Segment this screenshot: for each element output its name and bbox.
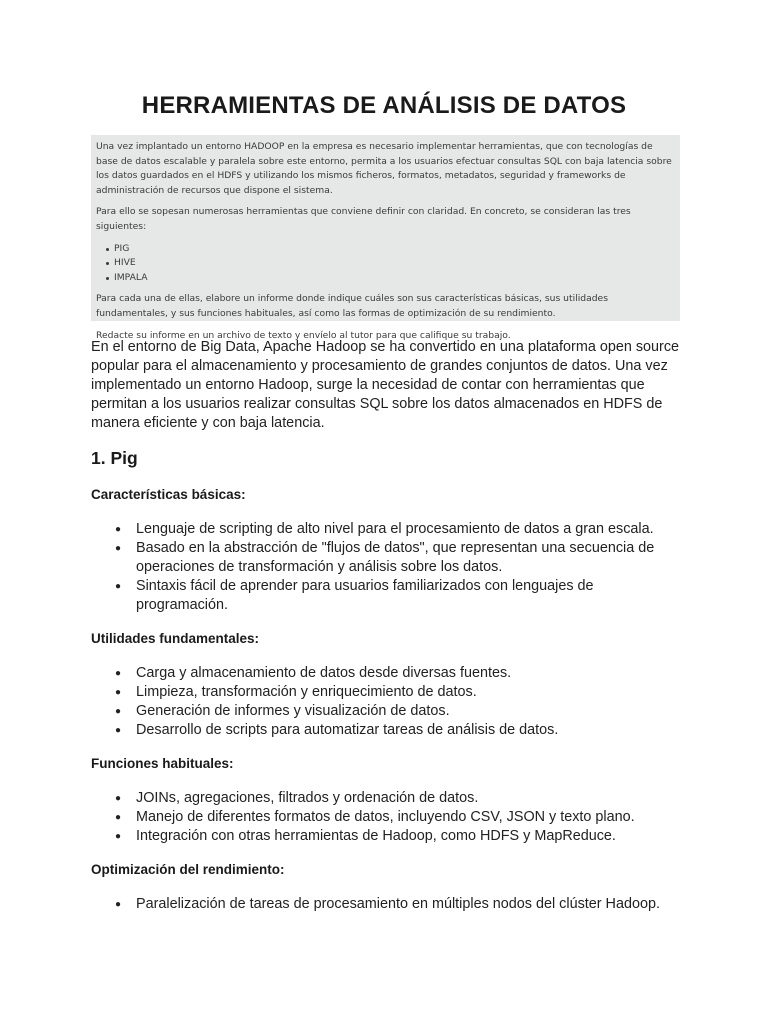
list-item: ● Paralelización de tareas de procesamiento en múltiples nodos del clúster Hadoop. (136, 895, 681, 914)
list-item: ● JOINs, agregaciones, filtrados y ordenación de datos. (136, 789, 681, 808)
list-item: ● Integración con otras herramientas de Hadoop, como HDFS y MapReduce. (136, 827, 681, 846)
list-item: ● Sintaxis fácil de aprender para usuarios familiarizados con lenguajes de programación. (136, 577, 681, 615)
assignment-paragraph: Para ello se sopesan numerosas herramientas que conviene definir con claridad. En concreto, se consideran las tres siguientes: (96, 206, 631, 232)
utilidades-list (91, 664, 681, 740)
document-title: HERRAMIENTAS DE ANÁLISIS DE DATOS (141, 92, 627, 119)
caracteristicas-list (91, 520, 681, 615)
assignment-paragraph: Una vez implantado un entorno HADOOP en la empresa es necesario implementar herramientas, que con tecnologías de base de datos escalable y paralela sobre este entorno, permita a los usuarios efectuar consultas SQL con baja latencia sobre los datos guardados en el HDFS y utilizando los mismos ficheros, formatos, metadatos, seguridad y frameworks de administración de recursos que dispone el sistema. (96, 141, 672, 196)
subheading-optimizacion: Optimización del rendimiento: (91, 862, 285, 877)
assignment-tool-item: PIG (106, 242, 674, 257)
document-body (91, 338, 681, 929)
funciones-list (91, 789, 681, 846)
assignment-screenshot (91, 135, 680, 341)
subheading-caracteristicas: Características básicas: (91, 487, 246, 502)
assignment-tool-list (96, 242, 674, 286)
list-item: ● Desarrollo de scripts para automatizar tareas de análisis de datos. (136, 721, 681, 740)
list-item: ● Basado en la abstracción de "flujos de datos", que representan una secuencia de operaciones de transformación y análisis sobre los datos. (136, 539, 681, 577)
assignment-paragraph: Redacte su informe en un archivo de texto y envíelo al tutor para que califique su trabajo. (96, 329, 511, 341)
optimizacion-list (91, 895, 681, 914)
list-item: ● Limpieza, transformación y enriquecimiento de datos. (136, 683, 681, 702)
assignment-tool-item: IMPALA (106, 271, 674, 286)
assignment-paragraph: Para cada una de ellas, elabore un informe donde indique cuáles son sus características básicas, sus utilidades fundamentales, y sus funciones habituales, así como las formas de optimización de su rendimiento. (96, 293, 608, 319)
assignment-tool-item: HIVE (106, 256, 674, 271)
subheading-funciones: Funciones habituales: (91, 756, 234, 771)
list-item: ● Manejo de diferentes formatos de datos, incluyendo CSV, JSON y texto plano. (136, 808, 681, 827)
list-item: ● Carga y almacenamiento de datos desde diversas fuentes. (136, 664, 681, 683)
list-item: ● Lenguaje de scripting de alto nivel para el procesamiento de datos a gran escala. (136, 520, 681, 539)
subheading-utilidades: Utilidades fundamentales: (91, 631, 260, 646)
section-heading-pig: 1. Pig (91, 448, 138, 468)
list-item: ● Generación de informes y visualización de datos. (136, 702, 681, 721)
intro-paragraph: En el entorno de Big Data, Apache Hadoop se ha convertido en una plataforma open source popular para el almacenamiento y procesamiento de grandes conjuntos de datos. Una vez implementado un entorno Hadoop, surge la necesidad de contar con herramientas que permitan a los usuarios realizar consultas SQL sobre los datos almacenados en HDFS de manera eficiente y con baja latencia. (91, 339, 680, 431)
